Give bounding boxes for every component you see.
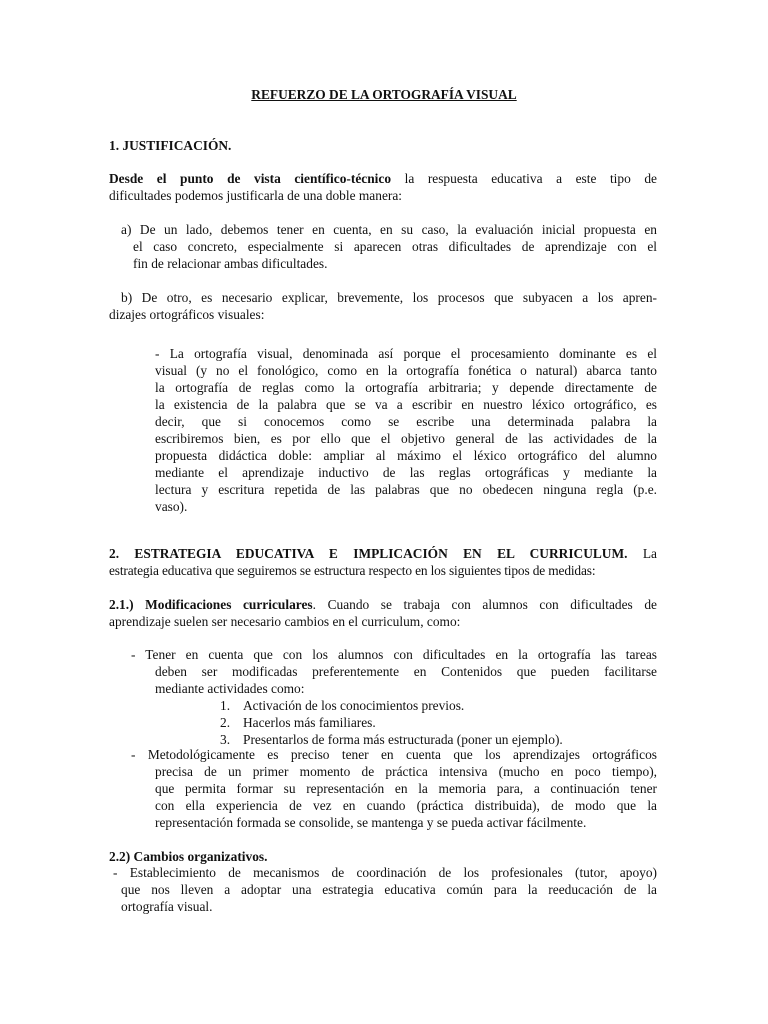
list-item-text: Activación de los conocimientos previos. bbox=[243, 698, 465, 713]
bullet-1-line: deben ser modificadas preferentemente en Contenidos que pueden facilitarse bbox=[155, 664, 657, 679]
quote-line: la ortografía de reglas como la ortografía arbitraria; y depende directamente de bbox=[155, 380, 657, 395]
intro-line-2: dificultades podemos justificarla de una doble manera: bbox=[109, 188, 403, 203]
section-2-2-body bbox=[113, 864, 657, 915]
bullet-1-line: mediante actividades como: bbox=[155, 681, 305, 696]
section-2-1-line-2: aprendizaje suelen ser necesario cambios en el curriculum, como: bbox=[109, 614, 461, 629]
quote-line: - La ortografía visual, denominada así porque el procesamiento dominante es el bbox=[155, 346, 657, 361]
section-2-1-rest: . Cuando se trabaja con alumnos con dificultades de bbox=[312, 597, 657, 612]
quote-line: lectura y escritura repetida de las palabras que no obedecen ninguna regla (p.e. bbox=[155, 482, 657, 497]
section-2-2-line: ortografía visual. bbox=[121, 899, 213, 914]
section-2-1 bbox=[109, 596, 657, 630]
section-2-heading-line bbox=[109, 545, 657, 562]
bullet-2-line: - Metodológicamente es preciso tener en cuenta que los aprendizajes ortográficos bbox=[131, 747, 657, 762]
bullet-2-line: con ella experiencia de vez en cuando (práctica distribuida), de modo que la bbox=[155, 798, 657, 813]
list-item-text: Hacerlos más familiares. bbox=[243, 715, 376, 730]
item-b bbox=[109, 289, 657, 323]
document-title: REFUERZO DE LA ORTOGRAFÍA VISUAL bbox=[251, 87, 517, 102]
bullet-2-line: precisa de un primer momento de práctica intensiva (mucho en poco tiempo), bbox=[155, 764, 657, 779]
item-a-line-1: a) De un lado, debemos tener en cuenta, en su caso, la evaluación inicial propuesta en bbox=[121, 222, 657, 237]
list-item bbox=[220, 714, 660, 731]
numbered-list bbox=[220, 697, 660, 748]
section-2-heading: 2. ESTRATEGIA EDUCATIVA E IMPLICACIÓN EN EL CURRICULUM. bbox=[109, 546, 628, 561]
item-a-line-3: fin de relacionar ambas dificultades. bbox=[133, 256, 328, 271]
list-item-number: 3. bbox=[220, 732, 231, 747]
list-item-text: Presentarlos de forma más estructurada (poner un ejemplo). bbox=[243, 732, 563, 747]
section-1-heading: 1. JUSTIFICACIÓN. bbox=[109, 138, 232, 153]
section-2-2-line: que nos lleven a adoptar una estrategia educativa común para la reeducación de la bbox=[121, 882, 657, 897]
section-2-2-heading: 2.2) Cambios organizativos. bbox=[109, 849, 268, 864]
bullet-2-line: que permita formar su representación en la memoria para, a continuación tener bbox=[155, 781, 657, 796]
section-2-intro-line-2: estrategia educativa que seguiremos se estructura respecto en los siguientes tipos de medidas: bbox=[109, 563, 596, 578]
section-2-2-line: - Establecimiento de mecanismos de coordinación de los profesionales (tutor, apoyo) bbox=[113, 865, 657, 880]
item-a bbox=[121, 221, 657, 272]
section-2-1-heading: 2.1.) Modificaciones curriculares bbox=[109, 597, 313, 612]
intro-bold-phrase: Desde el punto de vista científico-técnico bbox=[109, 171, 392, 186]
list-item-number: 2. bbox=[220, 715, 231, 730]
intro-line-1 bbox=[109, 170, 657, 187]
section-1-intro bbox=[109, 170, 657, 204]
quote-line: visual (y no el fonológico, como en la ortografía fonética o natural) abarca tanto bbox=[155, 363, 657, 378]
section-2-1-line-1 bbox=[109, 596, 657, 613]
section-2-heading-rest: La bbox=[627, 546, 657, 561]
quote-line: mediante el aprendizaje inductivo de las reglas ortográficas y mediante la bbox=[155, 465, 657, 480]
quote-line: propuesta didáctica doble: ampliar al máximo el léxico ortográfico del alumno bbox=[155, 448, 657, 463]
quote-line: escribiremos bien, es por ello que el objetivo general de las actividades de la bbox=[155, 431, 657, 446]
item-b-line-2: dizajes ortográficos visuales: bbox=[109, 307, 265, 322]
section-2-intro bbox=[109, 545, 657, 579]
quote-line: la existencia de la palabra que se va a escribir en nuestro léxico ortográfico, es bbox=[155, 397, 657, 412]
bullet-1-line: - Tener en cuenta que con los alumnos con dificultades en la ortografía las tareas bbox=[131, 647, 657, 662]
item-a-line-2: el caso concreto, especialmente si aparecen otras dificultades de aprendizaje con el bbox=[133, 239, 657, 254]
list-item-number: 1. bbox=[220, 698, 231, 713]
bullet-2 bbox=[131, 746, 657, 831]
item-b-line-1: b) De otro, es necesario explicar, brevemente, los procesos que subyacen a los apren- bbox=[121, 290, 657, 305]
list-item bbox=[220, 697, 660, 714]
bullet-2-line: representación formada se consolide, se mantenga y se pueda activar fácilmente. bbox=[155, 815, 587, 830]
intro-line-1-rest: la respuesta educativa a este tipo de bbox=[391, 171, 657, 186]
quote-block bbox=[155, 345, 657, 515]
quote-line: vaso). bbox=[155, 499, 188, 514]
bullet-1 bbox=[131, 646, 657, 697]
quote-line: decir, que si conocemos como se escribe una determinada palabra la bbox=[155, 414, 657, 429]
